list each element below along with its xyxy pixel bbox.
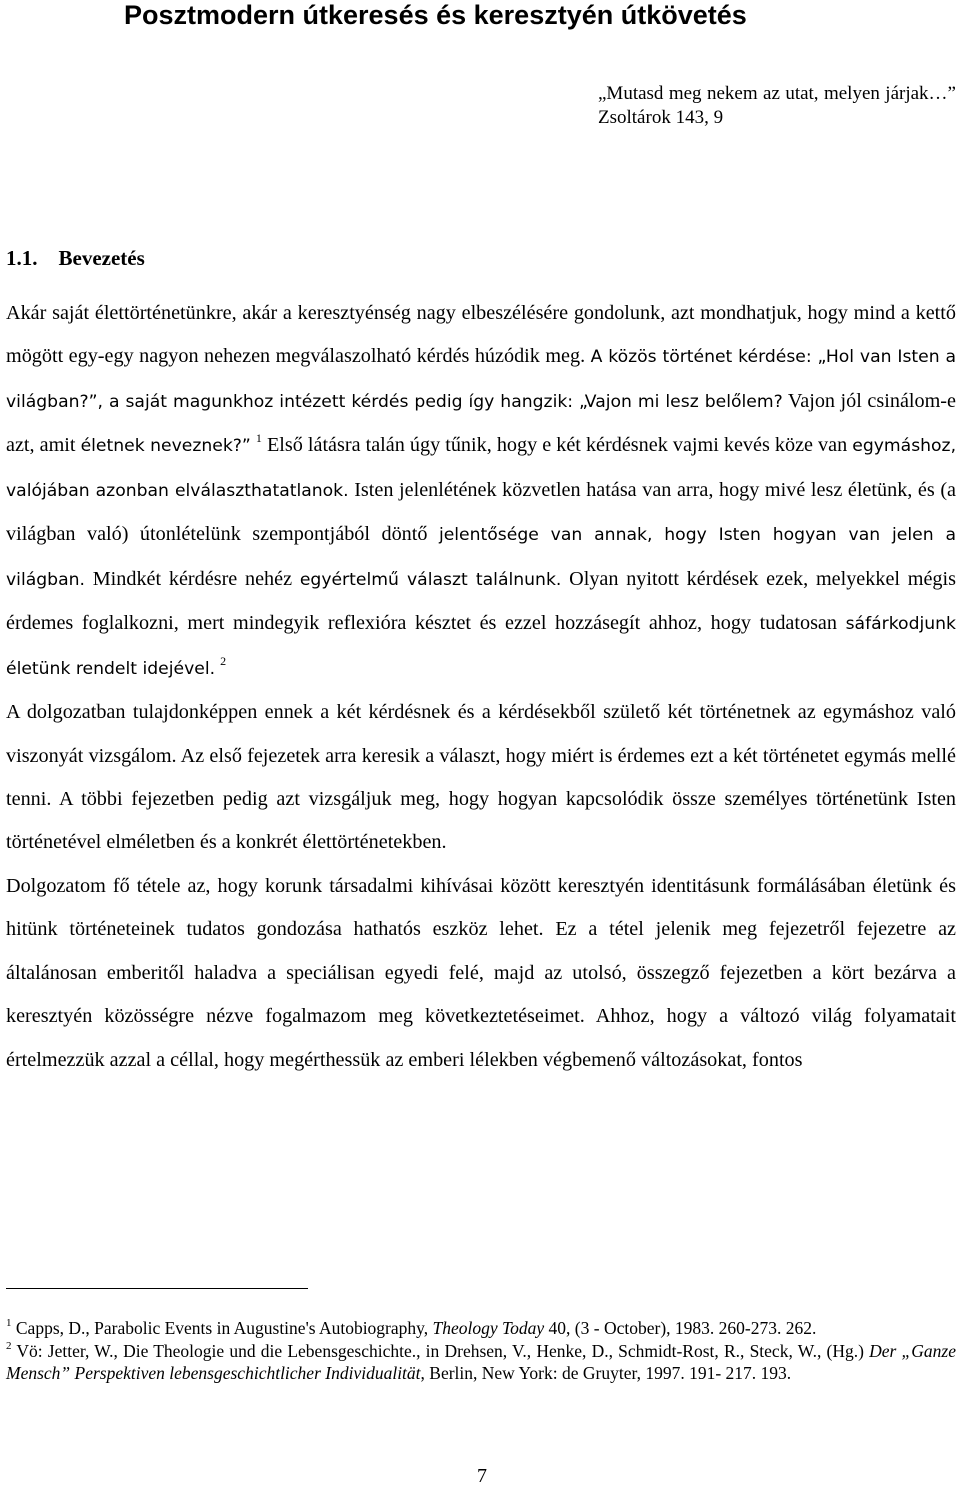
document-title: Posztmodern útkeresés és keresztyén útkövetés [124, 0, 747, 30]
p1-sentence-3: Vajon jól csinálom-e azt, amit [6, 389, 956, 457]
section-title: Bevezetés [58, 246, 145, 270]
footnote-2 [6, 1340, 956, 1385]
footnote-ref-2[interactable]: 2 [220, 653, 227, 668]
footnote-ref-1[interactable]: 1 [255, 431, 262, 446]
footnote-2-rest: , Berlin, New York: de Gruyter, 1997. 191- 217. 193. [420, 1363, 792, 1384]
p1-sentence-9: Mindkét kérdésre nehéz [92, 567, 293, 590]
paragraph-1 [6, 292, 956, 691]
paragraph-2: A dolgozatban tulajdonképpen ennek a két kérdésnek és a kérdésekből születő két történetnek az egymáshoz való viszonyát vizsgálom. Az első fejezetek arra keresik a választ, hogy miért is érdemes ezt a két történetet egymás mellé tenni. A többi fejezetben pedig azt vizsgáljuk meg, hogy hogyan kapcsolódik össze személyes történetünk Isten történetével elméletben és a konkrét élettörténetekben. [6, 701, 956, 854]
p1-sentence-5: Első látásra talán úgy tűnik, hogy e két kérdésnek vajmi kevés köze van [266, 434, 848, 457]
section-number: 1.1. [6, 246, 38, 270]
p1-sentence-1: Akár saját élettörténetünkre, akár a keresztyénség nagy elbeszélésére gondolunk, azt mondhatjuk, hogy mind a kettő mögött egy-egy nagyon nehezen megválaszolható kérdés húzódik meg. [6, 302, 956, 368]
footnote-mark-1: 1 [6, 1317, 12, 1329]
footnote-1-journal: Theology Today [432, 1318, 545, 1338]
p1-sentence-10: egyértelmű választ találnunk. [299, 569, 562, 590]
p1-sentence-4: életnek neveznek?” [80, 436, 251, 457]
p1-sentence-6: egymáshoz, valójában azonban elválaszthatatlanok. [6, 436, 957, 501]
footnote-1-rest: 40, (3 - October), 1983. 260-273. 262. [548, 1318, 817, 1338]
footnote-1 [6, 1317, 956, 1340]
footnote-divider [6, 1288, 308, 1289]
page-number: 7 [477, 1465, 487, 1487]
p1-sentence-7: Isten jelenlétének közvetlen hatása van arra, hogy mivé lesz életünk, és (a világban való) útonlételünk szempontjából döntő [6, 478, 957, 546]
p1-sentence-11: Olyan nyitott kérdések ezek, melyekkel mégis érdemes foglalkozni, mert mindegyik reflexióra késztet és ezzel hozzásegít ahhoz, hogy tudatosan [6, 567, 956, 635]
footnote-1-text: Capps, D., Parabolic Events in Augustine's Autobiography, [15, 1318, 429, 1338]
p1-sentence-12: sáfárkodjunk életünk rendelt idejével. [6, 614, 956, 679]
motto-quote: „Mutasd meg nekem az utat, melyen járjak…” Zsoltárok 143, 9 [598, 83, 956, 128]
p1-sentence-2: A közös történet kérdése: „Hol van Isten a világban?”, a saját magunkhoz intézett kérdés pedig így hangzik: „Vajon mi lesz belőlem? [6, 347, 957, 412]
section-heading [6, 245, 145, 271]
p1-sentence-8: jelentősége van annak, hogy Isten hogyan van jelen a világban. [6, 525, 957, 590]
footnote-mark-2: 2 [6, 1339, 12, 1352]
body-text [6, 292, 956, 1082]
footnote-2-book: Der „Ganze Mensch” Perspektiven lebensgeschichtlicher Individualität [6, 1340, 956, 1384]
paragraph-3: Dolgozatom fő tétele az, hogy korunk társadalmi kihívásai között keresztyén identitásunk formálásában életünk és hitünk történeteinek tudatos gondozása hathatós eszköz lehet. Ez a tétel jelenik meg fejezetről fejezetre az általánosan emberitől haladva a speciálisan egyedi felé, majd az utolsó, összegző fejezetben a kört bezárva a keresztyén közösségre nézve fogalmazom meg következtetéseimet. Ahhoz, hogy a változó világ folyamatait értelmezzük azzal a céllal, hogy megérthessük az emberi lélekben végbemenő változásokat, fontos [6, 874, 956, 1071]
footnotes [6, 1317, 956, 1385]
footnote-2-text: Vö: Jetter, W., Die Theologie und die Lebensgeschichte., in Drehsen, V., Henke, D., Schmidt-Rost, R., Steck, W., (Hg.) [16, 1340, 864, 1361]
